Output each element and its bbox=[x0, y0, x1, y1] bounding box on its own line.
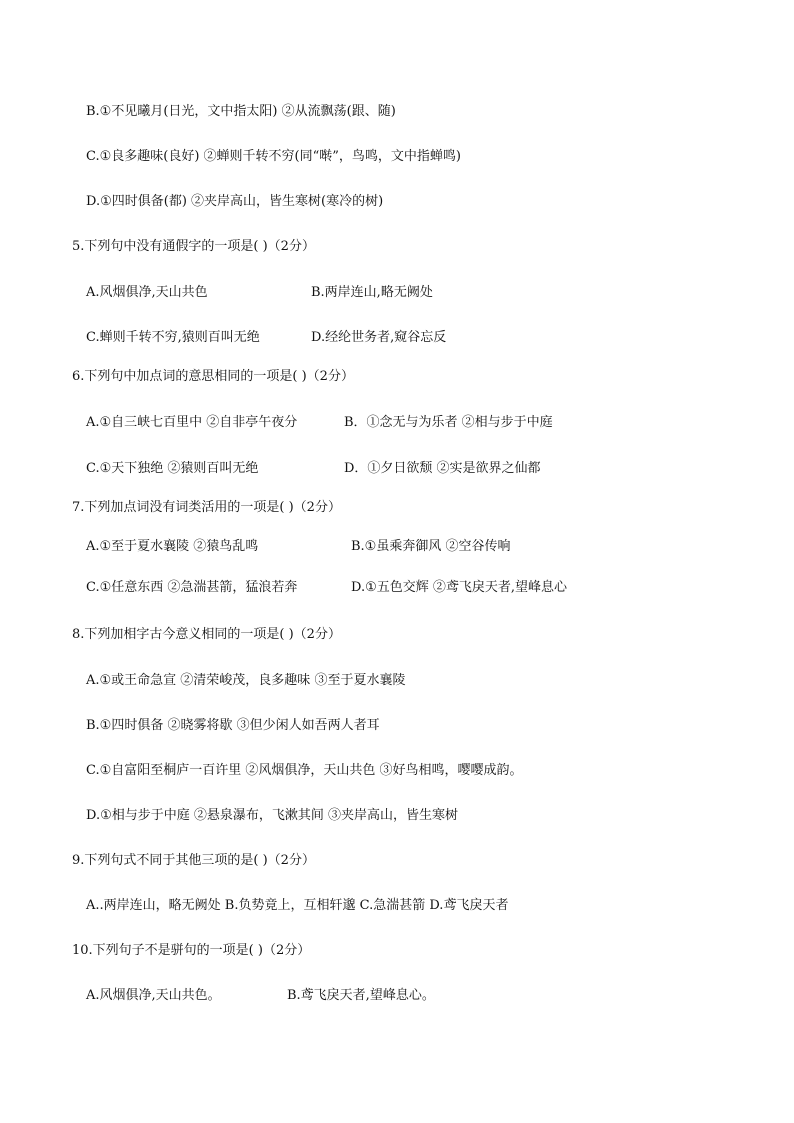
question-6-option-b: B．①念无与为乐者 ②相与步于中庭 bbox=[344, 415, 553, 430]
question-7: 7.下列加点词没有词类活用的一项是( )（2分） bbox=[72, 500, 341, 515]
question-7-option-d: D.①五色交辉 ②鸢飞戾天者,望峰息心 bbox=[351, 580, 568, 595]
question-5-option-b: B.两岸连山,略无阙处 bbox=[311, 285, 433, 300]
question-8-option-c: C.①自富阳至桐庐一百许里 ②风烟俱净，天山共色 ③好鸟相鸣，嘤嘤成韵。 bbox=[86, 763, 523, 778]
question-10: 10.下列句子不是骈句的一项是( )（2分） bbox=[72, 943, 311, 958]
question-6-option-d: D．①夕日欲颓 ②实是欲界之仙都 bbox=[344, 461, 541, 476]
question-7-option-a: A.①至于夏水襄陵 ②猿鸟乱鸣 bbox=[86, 539, 259, 554]
question-6-option-a: A.①自三峡七百里中 ②自非亭午夜分 bbox=[86, 415, 298, 430]
question-8-option-a: A.①或王命急宣 ②清荣峻茂，良多趣味 ③至于夏水襄陵 bbox=[86, 673, 406, 688]
question-5-option-a: A.风烟俱净,天山共色 bbox=[86, 285, 208, 300]
question-7-option-b: B.①虽乘奔御风 ②空谷传响 bbox=[351, 539, 511, 554]
question-6-option-c: C.①天下独绝 ②猿则百叫无绝 bbox=[86, 461, 259, 476]
question-7-option-c: C.①任意东西 ②急湍甚箭，猛浪若奔 bbox=[86, 580, 298, 595]
question-5-option-d: D.经纶世务者,窥谷忘反 bbox=[311, 330, 447, 345]
question-10-option-b: B.鸢飞戾天者,望峰息心。 bbox=[287, 988, 435, 1003]
question-4-option-d: D.①四时俱备(都) ②夹岸高山，皆生寒树(寒冷的树) bbox=[86, 194, 384, 209]
question-5-option-c: C.蝉则千转不穷,猿则百叫无绝 bbox=[86, 330, 260, 345]
question-8: 8.下列加相字古今意义相同的一项是( )（2分） bbox=[72, 627, 341, 642]
question-6: 6.下列句中加点词的意思相同的一项是( )（2分） bbox=[72, 369, 354, 384]
question-9: 9.下列句式不同于其他三项的是( )（2分） bbox=[72, 853, 315, 868]
question-9-options: A..两岸连山，略无阙处 B.负势竟上，互相轩邈 C.急湍甚箭 D.鸢飞戾天者 bbox=[86, 898, 509, 913]
question-8-option-b: B.①四时俱备 ②晓雾将歇 ③但少闲人如吾两人者耳 bbox=[86, 718, 380, 733]
question-4-option-c: C.①良多趣味(良好) ②蝉则千转不穷(同“啭”，鸟鸣，文中指蝉鸣) bbox=[86, 149, 461, 164]
question-10-option-a: A.风烟俱净,天山共色。 bbox=[86, 988, 221, 1003]
question-8-option-d: D.①相与步于中庭 ②悬泉瀑布，飞漱其间 ③夹岸高山，皆生寒树 bbox=[86, 808, 459, 823]
question-4-option-b: B.①不见曦月(日光，文中指太阳) ②从流飘荡(跟、随) bbox=[86, 104, 396, 119]
question-5: 5.下列句中没有通假字的一项是( )（2分） bbox=[72, 239, 315, 254]
